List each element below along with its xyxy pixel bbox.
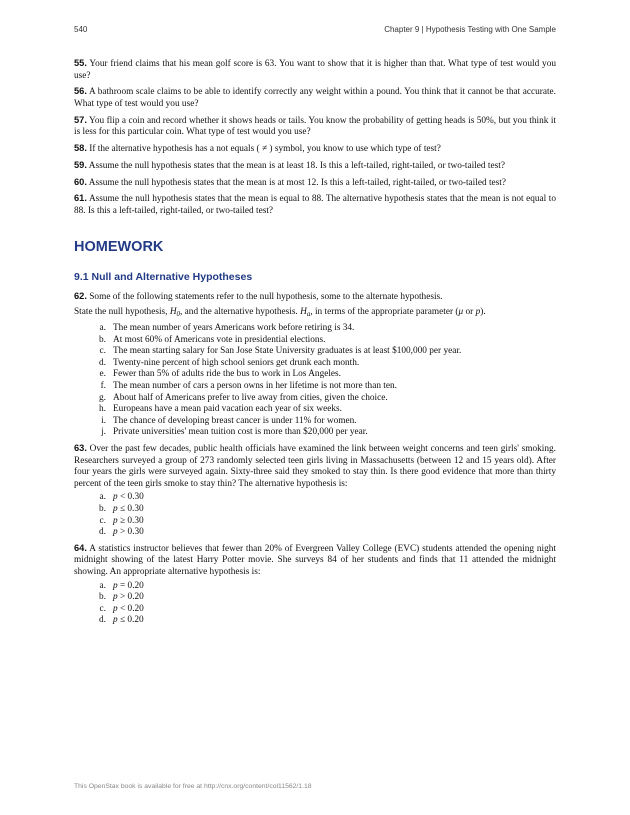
item-label: d. [99,615,106,626]
question-text: Some of the following statements refer to the null hypothesis, some to the alternate hypothesis. [89,291,443,302]
running-header [74,25,556,37]
question-58 [74,143,556,156]
question-text: Your friend claims that his mean golf score is 63. You want to show that it is higher than that. What type of test would you use? [74,59,556,81]
p-symbol: p [475,307,481,318]
list-item [74,335,556,347]
subscript-0: 0 [176,310,181,319]
question-number: 58. [74,143,87,154]
list-item [74,492,556,504]
mu-symbol: μ [458,307,464,318]
question-64 [74,543,556,579]
chapter-title: Chapter 9 | Hypothesis Testing with One Sample [384,25,556,34]
question-number: 64. [74,542,87,553]
question-text: Assume the null hypothesis states that the mean is at most 12. Is this a left-tailed, right-tailed, or two-tailed test? [88,177,506,188]
question-text: If the alternative hypothesis has a not equals ( ≠ ) symbol, you know to use which type of test? [89,144,441,155]
p-symbol: p [113,515,118,526]
question-55 [74,58,556,82]
item-text: The mean number of cars a person owns in her lifetime is not more than ten. [113,381,397,391]
question-63 [74,443,556,490]
h-symbol: H [169,307,177,318]
question-number: 60. [74,176,87,187]
page-number: 540 [74,25,88,34]
item-text: Fewer than 5% of adults ride the bus to work in Los Angeles. [113,369,341,380]
q63-options [74,492,556,538]
question-text: A bathroom scale claims to be able to identify correctly any weight within a pound. You think that it cannot be that accurate. What type of test would you use? [74,87,556,109]
item-text: = 0.20 [117,580,144,591]
list-item [74,604,556,616]
list-item [74,323,556,335]
item-label: a. [99,323,106,334]
item-label: c. [99,346,106,357]
question-text: Assume the null hypothesis states that the mean is equal to 88. The alternative hypothesis states that the mean is not equal to 88. Is this a left-tailed, right-tailed, or two-tailed test? [74,194,556,217]
list-item [74,358,556,370]
q64-options [74,581,556,627]
section-heading: 9.1 Null and Alternative Hypotheses [74,270,253,283]
item-label: a. [99,580,106,591]
item-text: About half of Americans prefer to live away from cities, given the choice. [113,392,388,403]
item-label: h. [99,404,106,415]
item-label: g. [99,392,106,403]
question-text: Over the past few decades, public health officials have examined the link between weight concerns and teen girls' smoking. Researchers surveyed a group of 273 randomly selected teen girls living in Massachusetts (between 12 and 15 years old). After four years the girls were surveyed again. Sixty-three said they smoked to stay thin. Is there good evidence that more than thirty percent of the teen girls smoke to stay thin? The alternative hypothesis is: [74,443,556,489]
list-item [74,404,556,416]
item-label: a. [99,492,106,503]
item-text: At most 60% of Americans vote in presidential elections. [113,334,326,345]
question-62-instruction [74,307,556,321]
item-text: Twenty-nine percent of high school seniors get drunk each month. [113,357,360,368]
item-text: ≤ 0.20 [117,615,144,626]
item-label: e. [99,369,106,380]
item-text: The chance of developing breast cancer is under 11% for women. [113,415,357,426]
p-symbol: p [113,615,118,626]
p-symbol: p [113,580,118,591]
instruction-text: , and the alternative hypothesis. [180,307,301,318]
question-number: 61. [74,193,87,204]
question-text: You flip a coin and record whether it shows heads or tails. You know the probability of getting heads is 50%, but you think it is less for this particular coin. What type of test would you use? [74,115,557,138]
subscript-a: a [306,310,311,319]
item-text: ≤ 0.30 [117,503,144,514]
list-item [74,416,556,428]
item-label: f. [100,381,106,391]
item-label: c. [99,603,106,614]
item-text: Europeans have a mean paid vacation each year of six weeks. [113,404,342,415]
item-text: ≥ 0.30 [117,515,144,526]
list-item [74,516,556,528]
question-text: A statistics instructor believes that fewer than 20% of Evergreen Valley College (EVC) students attended the opening night midnight showing of the latest Harry Potter movie. She surveys 84 of her students and finds that 11 attended the midnight showing. An appropriate alternative hypothesis is: [74,543,556,577]
p-symbol: p [113,592,118,603]
list-item [74,393,556,405]
instruction-text: ). [480,307,486,318]
item-text: < 0.20 [117,603,144,614]
item-label: j. [101,427,106,438]
question-number: 63. [74,442,87,453]
item-label: b. [99,503,106,514]
question-59 [74,160,556,173]
item-label: d. [99,357,106,368]
question-number: 62. [74,290,87,301]
p-symbol: p [113,503,118,514]
list-item [74,527,556,539]
item-text: The mean starting salary for San Jose State University graduates is at least $100,000 per year. [113,346,462,357]
page-footer: This OpenStax book is available for free at http://cnx.org/content/col11562/1.18 [74,783,312,790]
question-56 [74,86,556,110]
question-62 [74,291,556,304]
list-item [74,369,556,381]
list-item [74,504,556,516]
instruction-text: State the null hypothesis, [74,307,170,318]
item-text: > 0.30 [117,527,144,538]
p-symbol: p [113,492,118,503]
q62-statement-list [74,323,556,439]
p-symbol: p [113,603,118,614]
list-item [74,581,556,593]
question-57 [74,115,556,139]
item-label: c. [99,515,106,526]
question-61 [74,193,556,217]
item-label: i. [101,415,106,426]
item-label: b. [99,592,106,603]
item-text: < 0.30 [117,492,144,503]
question-60 [74,177,556,190]
list-item [74,427,556,439]
list-item [74,381,556,393]
h-symbol: H [300,307,307,318]
instruction-text: or [463,307,476,318]
instruction-text: , in terms of the appropriate parameter ( [310,307,459,318]
list-item [74,615,556,627]
item-text: Private universities' mean tuition cost is more than $20,000 per year. [113,427,368,438]
item-text: The mean number of years Americans work before retiring is 34. [113,323,355,334]
question-number: 56. [74,86,87,97]
list-item [74,346,556,358]
page-content [74,58,556,631]
homework-heading: HOMEWORK [74,238,164,255]
question-text: Assume the null hypothesis states that the mean is at least 18. Is this a left-tailed, right-tailed, or two-tailed test? [88,160,505,171]
question-number: 55. [74,58,87,68]
list-item [74,592,556,604]
item-label: d. [99,527,106,538]
item-text: > 0.20 [117,592,144,603]
question-number: 57. [74,114,87,125]
item-label: b. [99,334,106,345]
question-number: 59. [74,159,87,170]
p-symbol: p [113,527,118,538]
